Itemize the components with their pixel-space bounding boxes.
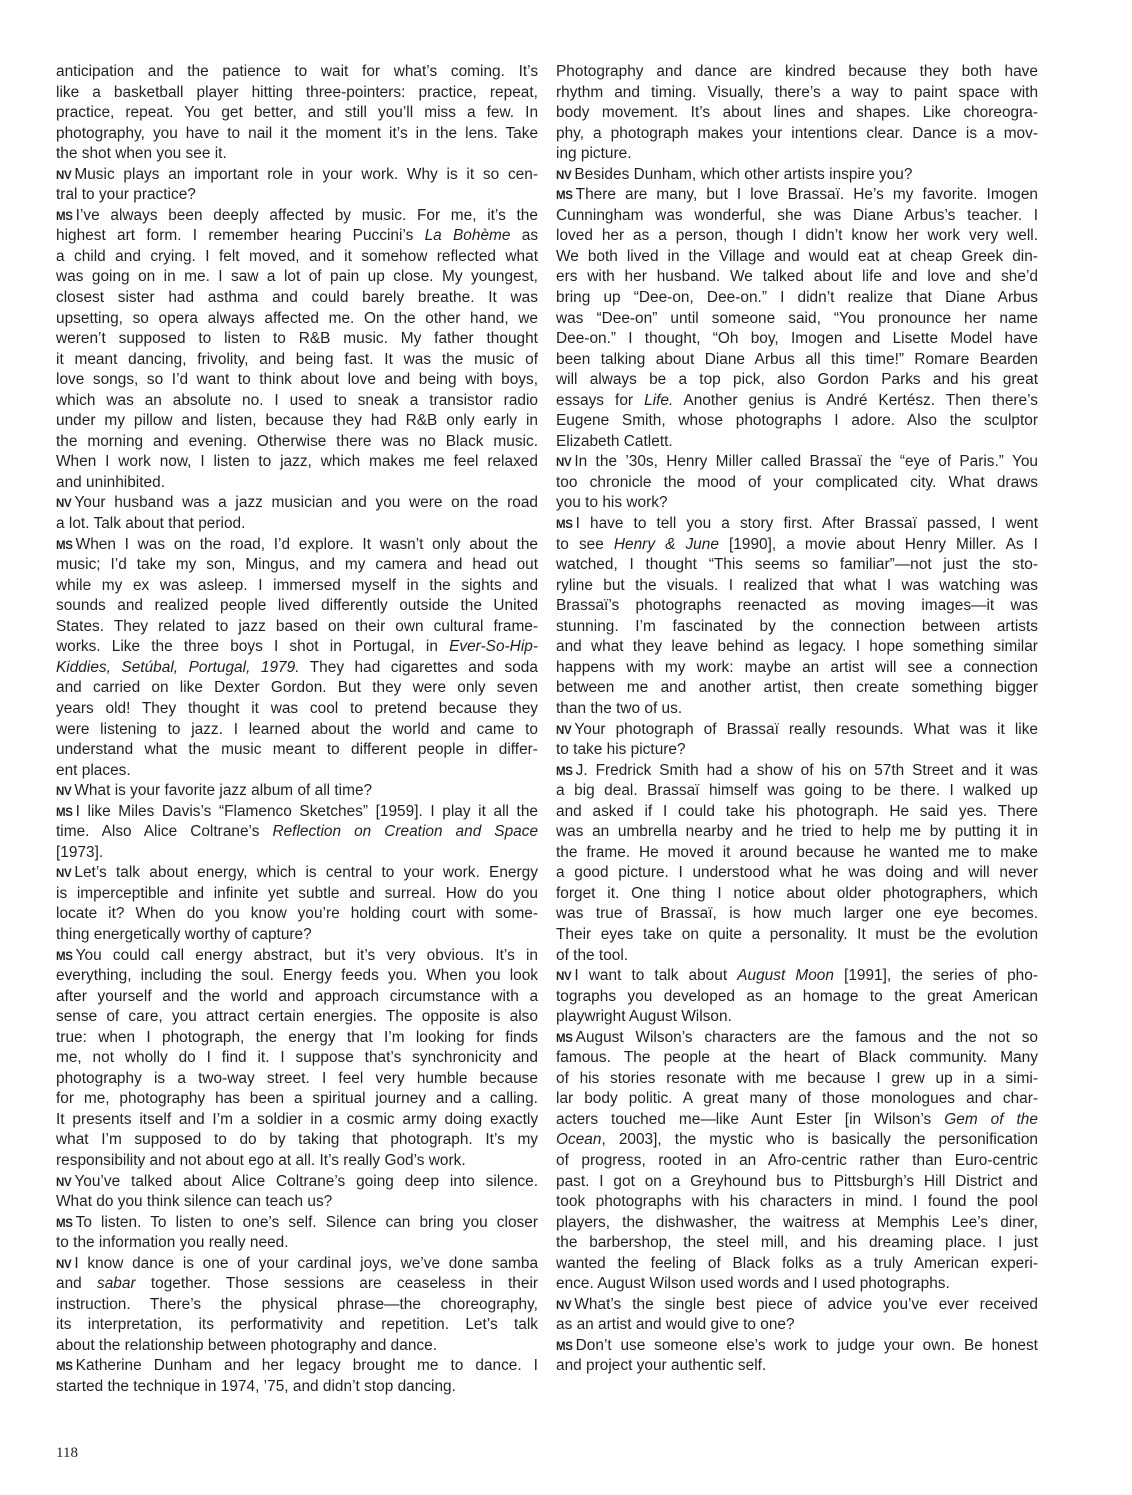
body-text: happens with my work: maybe an artist will see a connection — [556, 658, 1039, 676]
body-text: acters touched me—like Aunt Ester [in Wilson’s — [556, 1110, 945, 1128]
body-text: works. Like the three boys I shot in Portugal, in — [56, 638, 450, 656]
text-line — [56, 1028, 538, 1049]
body-text: was an umbrella nearby and he tried to help me by putting it in — [556, 823, 1039, 841]
text-line — [56, 411, 538, 432]
body-text: You could call energy abstract, but it’s very obvious. It’s in — [75, 946, 538, 964]
body-text: bring up “Dee-on, Dee-on.” I didn’t realize that Diane Arbus — [556, 289, 1038, 307]
text-line — [56, 555, 538, 576]
body-text: was going on in me. I saw a lot of pain up close. My youngest, — [56, 268, 538, 286]
body-text: me, not wholly do I find it. I suppose that’s synchronicity and — [56, 1049, 538, 1067]
text-line — [556, 165, 1038, 186]
text-line — [56, 884, 538, 905]
body-text: J. Fredrick Smith had a show of his on 57th Street and it was — [575, 761, 1038, 779]
text-line — [556, 555, 1038, 576]
text-line — [56, 226, 538, 247]
text-line — [556, 1110, 1038, 1131]
text-line — [56, 514, 538, 535]
speaker-label-nv: NV — [556, 1299, 572, 1312]
text-line — [56, 1377, 538, 1398]
body-text: When I work now, I listen to jazz, which makes me feel relaxed — [56, 453, 538, 471]
text-line — [56, 391, 538, 412]
text-line — [556, 1315, 1038, 1336]
text-line — [556, 761, 1038, 782]
body-text: ent places. — [56, 761, 131, 779]
body-text: We both lived in the Village and would eat at cheap Greek din- — [556, 247, 1038, 265]
speaker-label-ms: MS — [556, 190, 573, 203]
speaker-label-nv: NV — [556, 169, 572, 182]
body-text: music; I’d take my son, Mingus, and my camera and head out — [56, 556, 539, 574]
body-text: August Wilson’s characters are the famous and the not so — [575, 1028, 1039, 1046]
body-text: too chronicle the mood of your complicated city. What draws — [556, 473, 1039, 491]
text-line — [556, 83, 1038, 104]
body-text: loved her as a person, though I didn’t know her work very well. — [556, 227, 1038, 245]
text-line — [56, 1069, 538, 1090]
body-text: the barbershop, the steel mill, and his dreaming place. I just — [556, 1234, 1039, 1252]
text-line — [556, 350, 1038, 371]
body-text: past. I got on a Greyhound bus to Pittsburgh’s Hill District and — [556, 1172, 1038, 1190]
body-text: sense of care, you attract certain energies. The opposite is also — [56, 1008, 538, 1026]
body-text: What do you think silence can teach us? — [56, 1193, 333, 1211]
body-text: Don’t use someone else’s work to judge your own. Be honest — [575, 1336, 1038, 1354]
body-text: started the technique in 1974, ’75, and didn’t stop dancing. — [56, 1378, 456, 1395]
body-text: I like Miles Davis’s “Flamenco Sketches” [1959]. I play it all the — [75, 802, 539, 820]
text-line — [556, 699, 1038, 720]
body-text: ence. August Wilson used words and I used photographs. — [556, 1275, 950, 1293]
speaker-label-ms: MS — [56, 806, 73, 819]
body-text: practice, repeat. You get better, and still you’ll miss a few. In — [56, 104, 539, 122]
speaker-label-nv: NV — [556, 971, 572, 984]
body-text: as an artist and would give to one? — [556, 1316, 795, 1334]
text-line — [56, 946, 538, 967]
body-text: [1973]. — [56, 843, 104, 861]
text-line — [556, 617, 1038, 638]
body-text: body movement. It’s about lines and shapes. Like choreogra- — [556, 104, 1038, 122]
body-text: and asked if I could take his photograph. He said yes. There — [556, 802, 1039, 820]
body-text: took photographs with his characters in mind. I found the pool — [556, 1193, 1038, 1211]
text-line — [56, 62, 538, 83]
body-text: its interpretation, its performativity and repetition. Let’s talk — [56, 1316, 539, 1334]
body-text: anticipation and the patience to wait for what’s coming. It’s — [56, 63, 539, 80]
text-line — [56, 83, 538, 104]
body-text: about the relationship between photography and dance. — [56, 1336, 437, 1354]
text-line — [556, 391, 1038, 412]
text-line — [56, 761, 538, 782]
body-text: It presents itself and I’m a soldier in a cosmic army doing exactly — [56, 1110, 539, 1128]
text-line — [56, 637, 538, 658]
text-line — [556, 267, 1038, 288]
body-text: Let’s talk about energy, which is central to your work. Energy — [74, 864, 538, 882]
speaker-label-nv: NV — [56, 1176, 72, 1189]
body-text: thing energetically worthy of capture? — [56, 925, 312, 943]
text-line — [56, 144, 538, 165]
italic-title: Ever-So-Hip- — [449, 638, 538, 656]
text-line — [556, 144, 1038, 165]
body-text: everything, including the soul. Energy feeds you. When you look — [56, 967, 539, 985]
text-line — [556, 1192, 1038, 1213]
text-line — [56, 720, 538, 741]
left-column — [56, 62, 538, 1398]
italic-title: sabar — [97, 1275, 136, 1293]
body-text: ers with her husband. We talked about life and love and she’d — [556, 268, 1038, 286]
body-text: tral to your practice? — [56, 186, 196, 204]
text-line — [56, 1172, 538, 1193]
speaker-label-ms: MS — [56, 539, 73, 552]
body-text: were listening to jazz. I learned about the world and came to — [56, 720, 538, 738]
body-text: as — [510, 227, 539, 245]
text-line — [56, 658, 538, 679]
body-text: like a basketball player hitting three-pointers: practice, repeat, — [56, 83, 538, 101]
text-line — [556, 781, 1038, 802]
text-line — [56, 267, 538, 288]
text-line — [56, 1254, 538, 1275]
text-line — [56, 740, 538, 761]
body-text: Your photograph of Brassaï really resounds. What was it like — [574, 720, 1038, 738]
text-line — [56, 1315, 538, 1336]
speaker-label-nv: NV — [556, 457, 572, 470]
body-text: Elizabeth Catlett. — [556, 432, 673, 450]
right-column — [556, 62, 1038, 1377]
italic-title: Kiddies, Setúbal, Portugal, 1979. — [56, 658, 300, 676]
text-line — [556, 946, 1038, 967]
text-line — [556, 843, 1038, 864]
body-text: Besides Dunham, which other artists inspire you? — [574, 165, 913, 183]
body-text: famous. The people at the heart of Black community. Many — [556, 1049, 1038, 1067]
body-text: weren’t supposed to listen to R&B music. My father thought — [56, 330, 538, 348]
text-line — [556, 247, 1038, 268]
body-text: tographs you developed as an homage to the great American — [556, 987, 1038, 1005]
text-line — [556, 329, 1038, 350]
text-line — [556, 925, 1038, 946]
body-text: closest sister had asthma and could barely breathe. It was — [56, 289, 538, 307]
body-text: and what they leave behind as legacy. I hope something similar — [556, 638, 1038, 656]
text-line — [556, 288, 1038, 309]
text-line — [56, 1213, 538, 1234]
text-line — [56, 1130, 538, 1151]
body-text: years old! They thought it was cool to pretend because they — [56, 699, 538, 717]
body-text: [1991], the series of pho- — [833, 967, 1038, 985]
text-line — [56, 103, 538, 124]
speaker-label-ms: MS — [556, 765, 573, 778]
body-text: it meant dancing, frivolity, and being fast. It was the music of — [56, 350, 539, 368]
italic-title: August Moon — [737, 967, 834, 985]
text-line — [556, 576, 1038, 597]
text-line — [556, 1130, 1038, 1151]
text-line — [556, 720, 1038, 741]
body-text: the frame. He moved it around because he wanted me to make — [556, 843, 1038, 861]
text-line — [56, 329, 538, 350]
body-text: for me, photography has been a spiritual journey and a calling. — [56, 1090, 538, 1108]
text-line — [556, 309, 1038, 330]
body-text: [1990], a movie about Henry Miller. As I — [718, 535, 1038, 553]
body-text: together. Those sessions are ceaseless in their — [135, 1275, 539, 1293]
body-text: to take his picture? — [556, 741, 686, 759]
text-line — [56, 1089, 538, 1110]
text-line — [556, 966, 1038, 987]
text-line — [56, 493, 538, 514]
speaker-label-ms: MS — [56, 1217, 73, 1230]
text-line — [56, 1295, 538, 1316]
body-text: was “Dee-on” until someone said, “You pronounce her name — [556, 309, 1038, 327]
italic-title: Gem of the — [944, 1110, 1038, 1128]
text-line — [56, 165, 538, 186]
body-text: the morning and evening. Otherwise there was no Black music. — [56, 432, 538, 450]
text-line — [556, 1356, 1038, 1377]
body-text: What is your favorite jazz album of all time? — [74, 782, 373, 800]
body-text: which was an absolute no. I used to sneak a transistor radio — [56, 391, 538, 409]
text-line — [56, 1274, 538, 1295]
text-line — [56, 925, 538, 946]
text-line — [56, 1356, 538, 1377]
body-text: while my ex was asleep. I immersed myself in the sights and — [56, 576, 539, 594]
italic-title: Henry & June — [613, 535, 719, 553]
body-text: Eugene Smith, whose photographs I adore. Also the sculptor — [556, 412, 1038, 430]
text-line — [556, 411, 1038, 432]
body-text: love songs, so I’d want to think about love and being with boys, — [56, 371, 539, 389]
body-text: than the two of us. — [556, 699, 683, 717]
text-line — [56, 452, 538, 473]
body-text: stunning. I’m fascinated by the connection between artists — [556, 617, 1039, 635]
body-text: I have to tell you a story first. After Brassaï passed, I went — [575, 515, 1039, 533]
text-line — [56, 802, 538, 823]
body-text: wanted the feeling of Black folks as a truly American experi- — [556, 1254, 1038, 1272]
body-text: locate it? When do you know you’re holding court with some- — [56, 905, 539, 923]
body-text: and carried on like Dexter Gordon. But they were only seven — [56, 679, 538, 697]
speaker-label-nv: NV — [56, 169, 72, 182]
body-text: instruction. There’s the physical phrase—the choreography, — [56, 1295, 538, 1313]
text-line — [556, 1172, 1038, 1193]
body-text: and — [56, 1275, 97, 1293]
text-line — [556, 1295, 1038, 1316]
body-text: sounds and realized people lived differently outside the United — [56, 597, 539, 615]
text-line — [556, 1274, 1038, 1295]
body-text: playwright August Wilson. — [556, 1008, 732, 1026]
text-line — [56, 1007, 538, 1028]
text-line — [56, 863, 538, 884]
body-text: a big deal. Brassaï himself was going to be there. I walked up — [556, 782, 1038, 800]
text-line — [56, 1233, 538, 1254]
body-text: watched, I thought “This seems so familiar”—not just the sto- — [556, 556, 1039, 574]
text-line — [556, 206, 1038, 227]
body-text: You’ve talked about Alice Coltrane’s going deep into silence. — [74, 1172, 539, 1190]
body-text: of his stories resonate with me because I grew up in a simi- — [556, 1069, 1038, 1087]
text-line — [56, 699, 538, 720]
text-line — [556, 473, 1038, 494]
text-line — [556, 514, 1038, 535]
body-text: Your husband was a jazz musician and you were on the road — [74, 494, 538, 512]
text-line — [56, 350, 538, 371]
body-text: of progress, rooted in an Afro-centric rather than Euro-centric — [556, 1151, 1038, 1169]
text-line — [556, 1028, 1038, 1049]
text-line — [56, 124, 538, 145]
speaker-label-ms: MS — [56, 950, 73, 963]
text-line — [56, 432, 538, 453]
text-line — [56, 966, 538, 987]
body-text: a lot. Talk about that period. — [56, 515, 246, 533]
speaker-label-ms: MS — [556, 519, 573, 532]
body-text: under my pillow and listen, because they had R&B only early in — [56, 412, 538, 430]
text-line — [56, 1151, 538, 1172]
body-text: you to his work? — [556, 494, 668, 512]
text-line — [56, 247, 538, 268]
text-line — [56, 781, 538, 802]
body-text: understand what the music meant to different people in differ- — [56, 741, 538, 759]
text-line — [556, 370, 1038, 391]
text-line — [556, 678, 1038, 699]
body-text: In the ’30s, Henry Miller called Brassaï the “eye of Paris.” You — [574, 453, 1038, 471]
body-text: Another genius is André Kertész. Then there’s — [673, 391, 1038, 409]
text-line — [56, 535, 538, 556]
body-text: There are many, but I love Brassaï. He’s my favorite. Imogen — [575, 186, 1038, 204]
text-line — [56, 1336, 538, 1357]
text-line — [56, 473, 538, 494]
text-line — [56, 987, 538, 1008]
body-text: between me and another artist, then create something bigger — [556, 679, 1039, 697]
body-text: They had cigarettes and soda — [299, 658, 538, 676]
body-text: upsetting, so opera always affected me. On the other hand, we — [56, 309, 539, 327]
text-line — [556, 1089, 1038, 1110]
body-text: and project your authentic self. — [556, 1357, 767, 1375]
speaker-label-ms: MS — [56, 210, 73, 223]
body-text: I know dance is one of your cardinal joys, we’ve done samba — [74, 1254, 539, 1272]
body-text: photography is a two-way street. I feel very humble because — [56, 1069, 538, 1087]
body-text: When I was on the road, I’d explore. It wasn’t only about the — [75, 535, 539, 553]
body-text: Brassaï’s photographs reenacted as moving images—it was — [556, 597, 1038, 615]
text-line — [556, 596, 1038, 617]
body-text: Their eyes take on quite a personality. It must be the evolution — [556, 925, 1039, 943]
body-text: Music plays an important role in your work. Why is it so cen- — [74, 165, 538, 183]
text-line — [556, 1233, 1038, 1254]
body-text: will always be a top pick, also Gordon Parks and his great — [556, 371, 1039, 389]
text-line — [556, 1151, 1038, 1172]
body-text: is imperceptible and infinite yet subtle and surreal. How do you — [56, 884, 538, 902]
body-text: and uninhibited. — [56, 473, 166, 491]
text-line — [556, 452, 1038, 473]
body-text: responsibility and not about ego at all. It’s really God’s work. — [56, 1151, 466, 1169]
speaker-label-nv: NV — [56, 786, 72, 799]
body-text: been talking about Diane Arbus all this time!” Romare Bearden — [556, 350, 1038, 368]
body-text: ing picture. — [556, 145, 632, 163]
text-line — [56, 576, 538, 597]
speaker-label-nv: NV — [556, 724, 572, 737]
text-line — [56, 1110, 538, 1131]
text-line — [56, 617, 538, 638]
body-text: of the tool. — [556, 946, 629, 964]
body-text: rhythm and timing. Visually, there’s a way to paint space with — [556, 83, 1039, 101]
text-line — [56, 843, 538, 864]
text-line — [56, 309, 538, 330]
text-line — [556, 802, 1038, 823]
text-line — [556, 535, 1038, 556]
italic-title: La Bohème — [424, 227, 511, 245]
body-text: the shot when you see it. — [56, 145, 227, 163]
text-line — [556, 863, 1038, 884]
italic-title: Ocean — [556, 1131, 602, 1149]
text-line — [556, 62, 1038, 83]
italic-title: Life. — [644, 391, 674, 409]
text-line — [556, 658, 1038, 679]
text-line — [556, 124, 1038, 145]
text-line — [556, 637, 1038, 658]
body-text: time. Also Alice Coltrane’s — [56, 823, 273, 841]
body-text: , 2003], the mystic who is basically the personification — [601, 1131, 1039, 1149]
body-text: highest art form. I remember hearing Puccini’s — [56, 227, 425, 245]
text-line — [556, 432, 1038, 453]
page-number: 118 — [56, 1445, 78, 1461]
speaker-label-ms: MS — [556, 1032, 573, 1045]
text-line — [556, 1069, 1038, 1090]
body-text: Dee-on.” I thought, “Oh boy, Imogen and Lisette Model have — [556, 330, 1038, 348]
text-line — [556, 1336, 1038, 1357]
text-line — [56, 370, 538, 391]
text-line — [56, 288, 538, 309]
text-line — [56, 1192, 538, 1213]
body-text: I want to talk about — [574, 967, 738, 985]
text-line — [556, 884, 1038, 905]
text-line — [556, 226, 1038, 247]
body-text: To listen. To listen to one’s self. Silence can bring you closer — [75, 1213, 538, 1231]
body-text: Cunningham was wonderful, she was Diane Arbus’s teacher. I — [556, 206, 1039, 224]
body-text: phy, a photograph makes your intentions clear. Dance is a mov- — [556, 124, 1038, 142]
text-line — [556, 1254, 1038, 1275]
speaker-label-nv: NV — [56, 868, 72, 881]
body-text: States. They related to jazz based on their own cultural frame- — [56, 617, 539, 635]
text-line — [56, 678, 538, 699]
text-line — [556, 1213, 1038, 1234]
speaker-label-nv: NV — [56, 498, 72, 511]
body-text: to the information you really need. — [56, 1234, 289, 1252]
speaker-label-ms: MS — [556, 1340, 573, 1353]
body-text: true: when I photograph, the energy that I’m looking for finds — [56, 1028, 539, 1046]
body-text: to see — [556, 535, 614, 553]
body-text: What’s the single best piece of advice you’ve ever received — [574, 1295, 1038, 1313]
body-text: a good picture. I understood what he was doing and will never — [556, 864, 1038, 882]
speaker-label-nv: NV — [56, 1258, 72, 1271]
text-line — [56, 596, 538, 617]
body-text: photography, you have to nail it the moment it’s in the lens. Take — [56, 124, 539, 142]
body-text: I’ve always been deeply affected by music. For me, it’s the — [75, 206, 538, 224]
body-text: was true of Brassaï, is how much larger one eye becomes. — [556, 905, 1039, 923]
body-text: ryline but the visuals. I realized that what I was watching was — [556, 576, 1038, 594]
body-text: what I’m supposed to do by taking that photograph. It’s my — [56, 1131, 539, 1149]
body-text: players, the dishwasher, the waitress at Memphis Lee’s diner, — [556, 1213, 1038, 1231]
body-text: lar body politic. A great many of those monologues and char- — [556, 1090, 1039, 1108]
text-line — [556, 1007, 1038, 1028]
body-text: Katherine Dunham and her legacy brought me to dance. I — [75, 1357, 538, 1375]
text-line — [56, 185, 538, 206]
text-line — [556, 740, 1038, 761]
text-line — [556, 103, 1038, 124]
text-line — [556, 493, 1038, 514]
text-line — [556, 822, 1038, 843]
text-line — [556, 987, 1038, 1008]
italic-title: Reflection on Creation and Space — [272, 823, 539, 841]
body-text: a child and crying. I felt moved, and it somehow reflected what — [56, 247, 539, 265]
text-line — [556, 1048, 1038, 1069]
body-text: essays for — [556, 391, 645, 409]
text-line — [556, 904, 1038, 925]
text-line — [56, 206, 538, 227]
text-line — [556, 185, 1038, 206]
text-line — [56, 822, 538, 843]
text-line — [56, 1048, 538, 1069]
body-text: after yourself and the world and approach circumstance with a — [56, 987, 539, 1005]
body-text: forget it. One thing I notice about older photographers, which — [556, 884, 1038, 902]
body-text: Photography and dance are kindred because they both have — [556, 63, 1038, 80]
text-line — [56, 904, 538, 925]
speaker-label-ms: MS — [56, 1361, 73, 1374]
